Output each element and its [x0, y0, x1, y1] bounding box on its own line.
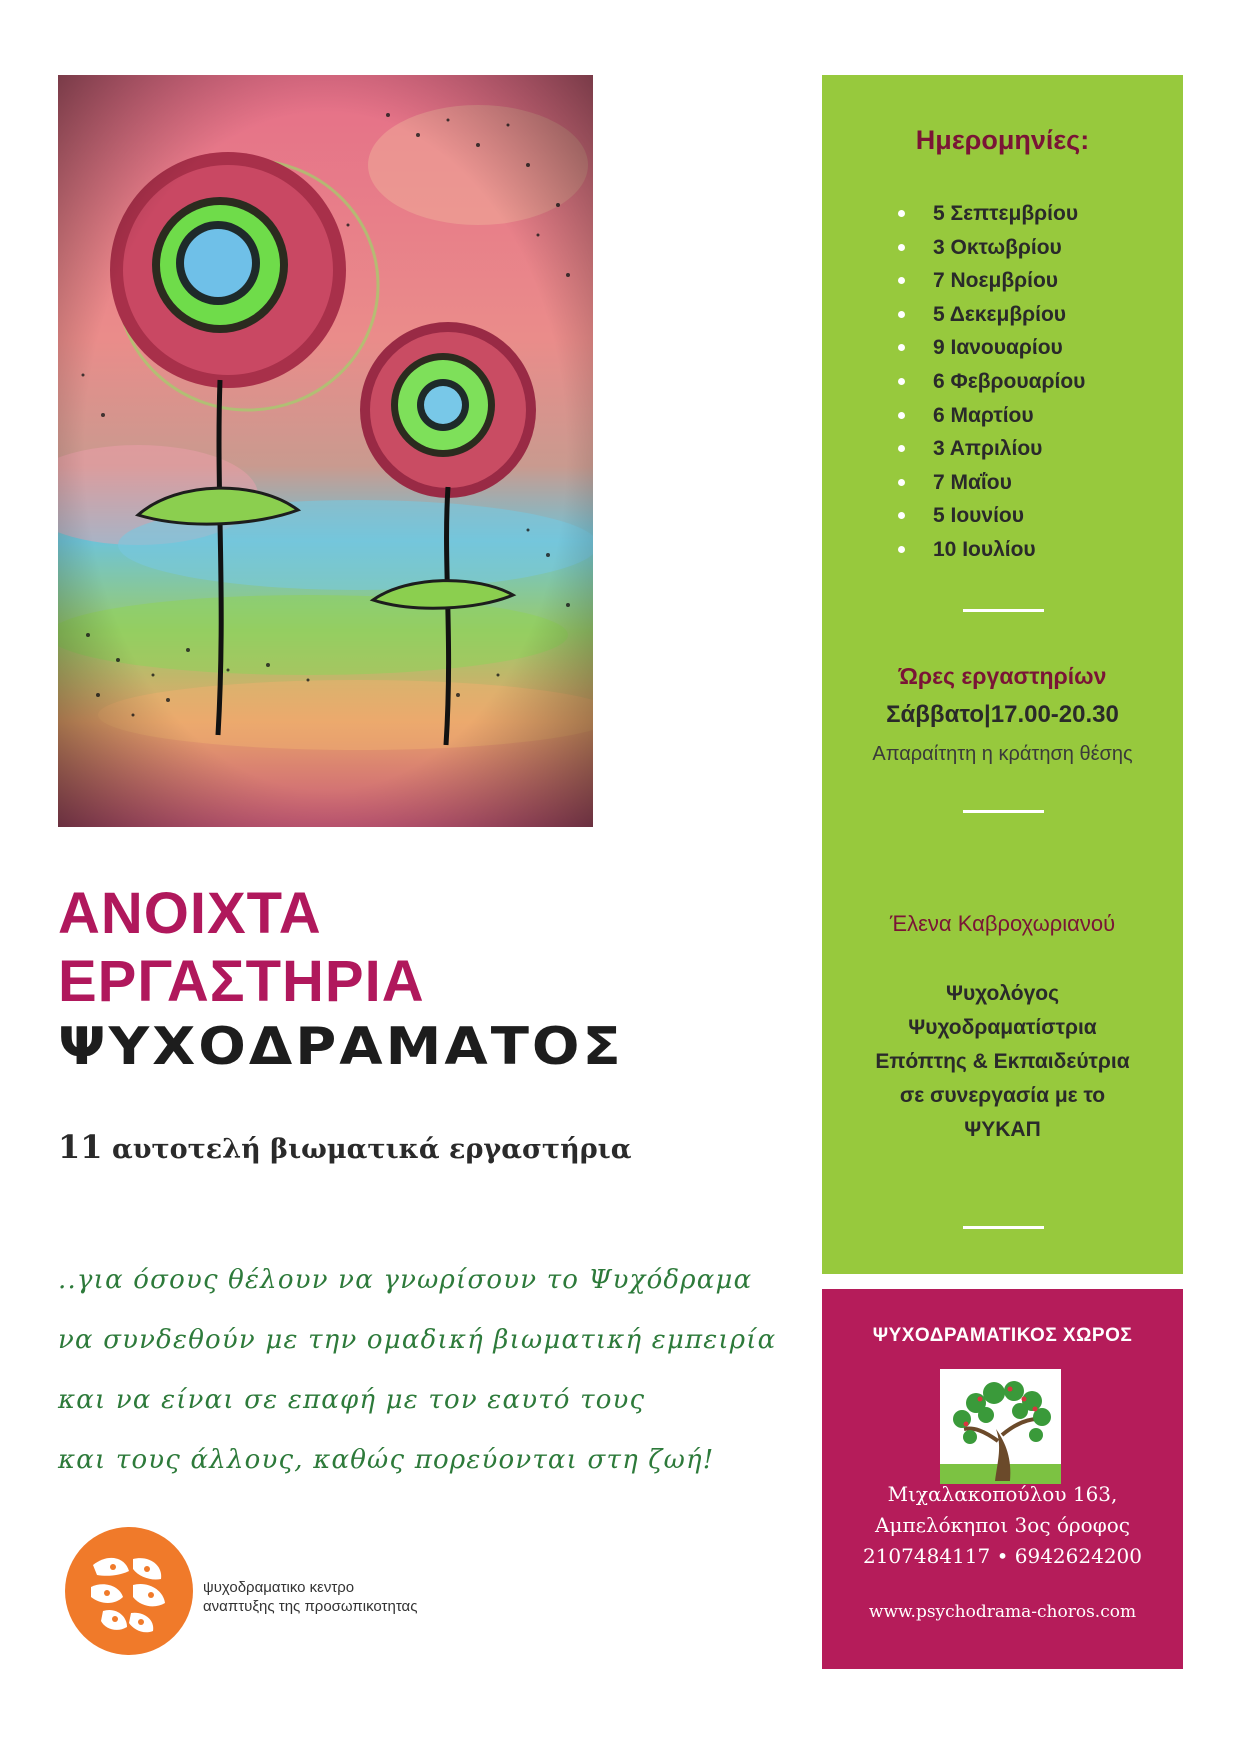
- phone-numbers: 2107484117 • 6942624200: [862, 1544, 1142, 1568]
- facilitator-role: Ψυχολόγος: [945, 982, 1060, 1005]
- title-line-2: ΕΡΓΑΣΤΗΡΙΑ: [58, 949, 425, 1014]
- tagline-line: και τους άλλους, καθώς πορεύονται στη ζωή!: [58, 1445, 715, 1475]
- address-line-2: Αμπελόκηποι 3ος όροφος: [875, 1513, 1130, 1537]
- organization-name-line-2: αναπτυξης της προσωπικοτητας: [203, 1598, 418, 1615]
- website-link[interactable]: www.psychodrama-choros.com: [868, 1602, 1137, 1622]
- subtitle: [58, 1128, 632, 1166]
- tree-logo-icon: [940, 1369, 1061, 1484]
- date-item: 7 Νοεμβρίου: [898, 264, 1085, 298]
- dates-list: [898, 197, 1085, 567]
- organization-name-line-1: ψυχοδραματικο κεντρο: [203, 1579, 355, 1596]
- date-item: 10 Ιουλίου: [898, 533, 1085, 567]
- dates-heading: Ημερομηνίες:: [915, 125, 1090, 155]
- date-item: 5 Σεπτεμβρίου: [898, 197, 1085, 231]
- facilitator-roles: [822, 977, 1183, 1147]
- contact-panel: [822, 1289, 1183, 1669]
- date-item: 6 Μαρτίου: [898, 399, 1085, 433]
- tagline: [58, 1250, 776, 1490]
- subtitle-number: 11: [58, 1128, 103, 1166]
- flower-painting-image: [58, 75, 593, 827]
- reservation-note: Απαραίτητη η κράτηση θέσης: [872, 743, 1133, 765]
- date-item: 5 Ιουνίου: [898, 499, 1085, 533]
- date-item: 5 Δεκεμβρίου: [898, 298, 1085, 332]
- date-item: 9 Ιανουαρίου: [898, 331, 1085, 365]
- organization-name: [203, 1578, 417, 1616]
- hours-time: Σάββατο|17.00-20.30: [886, 701, 1119, 728]
- tagline-line: ..για όσους θέλουν να γνωρίσουν το Ψυχόδραμα: [58, 1265, 753, 1295]
- tagline-line: και να είναι σε επαφή με τον εαυτό τους: [58, 1385, 646, 1415]
- date-item: 3 Οκτωβρίου: [898, 231, 1085, 265]
- date-item: 7 Μαΐου: [898, 466, 1085, 500]
- facilitator-role: σε συνεργασία με το: [899, 1084, 1106, 1107]
- tagline-line: να συνδεθούν με την ομαδική βιωματική εμπειρία: [58, 1325, 777, 1355]
- date-item: 3 Απριλίου: [898, 432, 1085, 466]
- psychodrama-center-logo-icon: [63, 1525, 195, 1657]
- poster-title: [58, 880, 624, 1084]
- contact-organization-name: ΨΥΧΟΔΡΑΜΑΤΙΚΟΣ ΧΩΡΟΣ: [872, 1325, 1133, 1346]
- subtitle-text: αυτοτελή βιωματικά εργαστήρια: [111, 1134, 632, 1165]
- facilitator-role: Ψυχοδραματίστρια: [908, 1016, 1097, 1039]
- title-line-3: ΨΥΧΟΔΡΑΜΑΤΟΣ: [58, 1016, 624, 1077]
- date-item: 6 Φεβρουαρίου: [898, 365, 1085, 399]
- facilitator-name: Έλενα Καβροχωριανού: [889, 911, 1116, 936]
- info-panel: [822, 75, 1183, 1274]
- title-line-1: ΑΝΟΙΧΤΑ: [58, 881, 322, 946]
- facilitator-role: ΨΥΚΑΠ: [964, 1118, 1041, 1141]
- address: [822, 1479, 1183, 1572]
- divider: [963, 609, 1044, 612]
- hours-heading: Ώρες εργαστηρίων: [898, 663, 1107, 689]
- divider: [963, 810, 1044, 813]
- divider: [963, 1226, 1044, 1229]
- address-line-1: Μιχαλακοπούλου 163,: [887, 1482, 1118, 1506]
- facilitator-role: Επόπτης & Εκπαιδεύτρια: [875, 1050, 1130, 1073]
